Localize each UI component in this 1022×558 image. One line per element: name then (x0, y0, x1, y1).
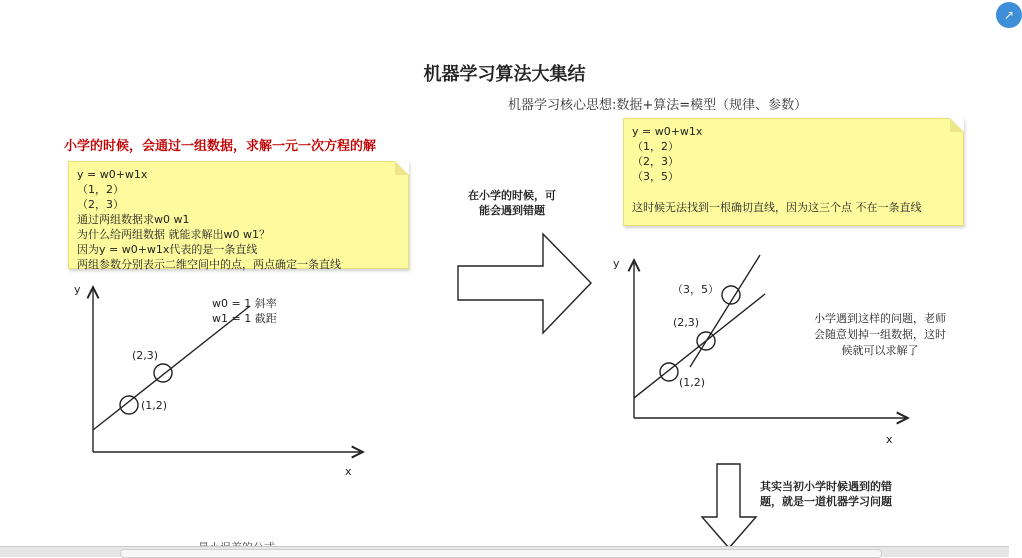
note-line: （2，3） (77, 198, 124, 211)
bottom-caption-1: 其实当初小学时候遇到的错 (760, 480, 892, 493)
note-line: 两组参数分别表示二维空间中的点，两点确定一条直线 (77, 258, 341, 271)
side-explanation (800, 311, 960, 359)
side-line: 候就可以求解了 (841, 344, 919, 357)
point-label: (2,3) (132, 349, 159, 362)
side-line: 会随意划掉一组数据，这时 (814, 328, 946, 341)
note-line: （3，5） (632, 170, 679, 183)
page-title: 机器学习算法大集结 (423, 64, 586, 85)
right-arrow-icon (455, 230, 595, 340)
point-label: (1,2) (679, 376, 706, 389)
data-point (660, 363, 678, 381)
arrow-caption-2: 能会遇到错题 (479, 204, 545, 217)
bottom-scrollbar-thumb[interactable] (120, 549, 882, 558)
note-line: （1，2） (632, 140, 679, 153)
note-line: 为什么给两组数据 就能求解出w0 w1？ (77, 228, 270, 241)
data-point (154, 364, 172, 382)
left-sticky-note (68, 161, 409, 269)
note-line: y = w0+w1x (77, 168, 148, 181)
left-x-axis-label: x (345, 465, 352, 478)
param-w0: w0 = 1 斜率 (212, 297, 277, 310)
arrow-caption-1: 在小学的时候，可 (468, 189, 556, 202)
point-label: （3，5） (672, 283, 719, 296)
side-line: 小学遇到这样的问题，老师 (814, 312, 946, 325)
point-label: (1,2) (141, 399, 168, 412)
point-label: (2,3) (673, 316, 700, 329)
note-line: （1，2） (77, 183, 124, 196)
note-line: 通过两组数据求w0 w1 (77, 213, 190, 226)
bottom-caption-2: 题，就是一道机器学习问题 (760, 495, 892, 508)
note-footer: 这时候无法找到一根确切直线，因为这三个点 不在一条直线 (632, 201, 922, 214)
right-x-axis-label: x (886, 433, 893, 446)
note-line: 因为y = w0+w1x代表的是一条直线 (77, 243, 258, 256)
steep-line (690, 255, 760, 367)
left-y-axis-label: y (74, 283, 81, 296)
right-sticky-note (623, 118, 964, 226)
left-heading: 小学的时候，会通过一组数据，求解一元一次方程的解 (64, 139, 377, 154)
param-w1: w1 = 1 截距 (212, 312, 277, 325)
page-subtitle: 机器学习核心思想:数据+算法=模型（规律、参数） (508, 98, 808, 113)
note-line: y = w0+w1x (632, 125, 703, 138)
note-line: （2，3） (632, 155, 679, 168)
external-link-icon[interactable]: ↗ (996, 2, 1022, 28)
data-point (120, 396, 138, 414)
right-y-axis-label: y (613, 257, 620, 270)
down-arrow-icon (698, 462, 760, 552)
